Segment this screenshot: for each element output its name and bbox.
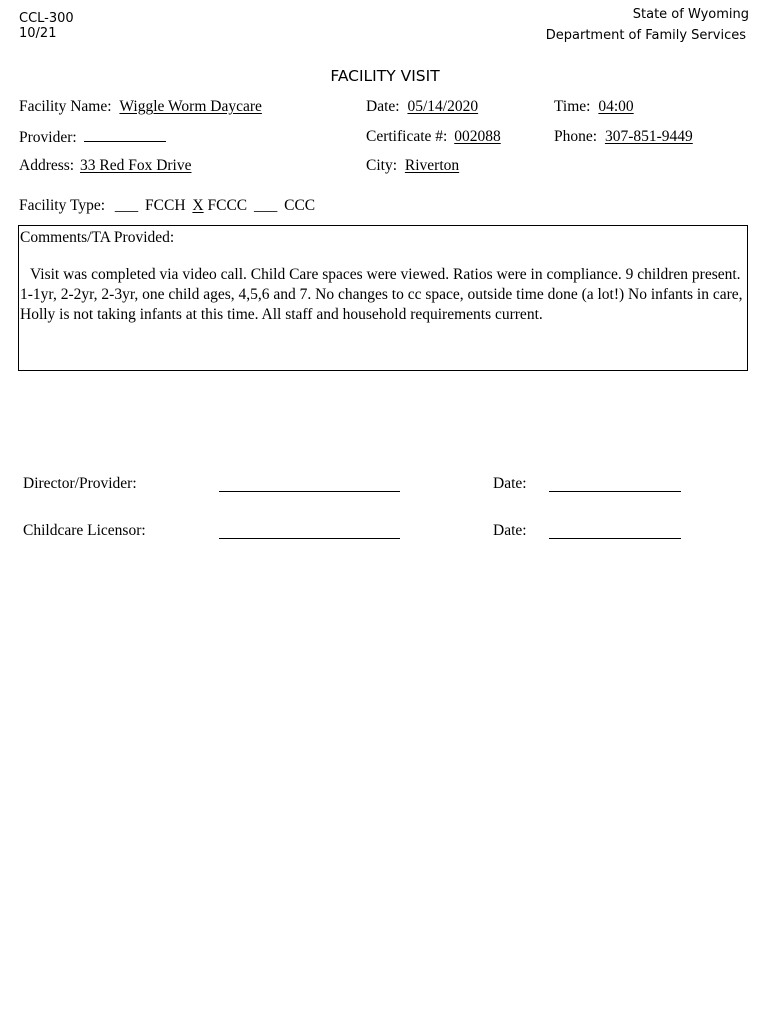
city-field (366, 156, 459, 176)
time-label: Time: (554, 98, 591, 115)
facility-type-row (19, 196, 315, 216)
director-provider-label: Director/Provider: (23, 475, 137, 492)
address-value: 33 Red Fox Drive (79, 157, 192, 174)
director-signature-line (219, 491, 400, 492)
provider-value (84, 127, 166, 142)
time-field (554, 97, 634, 117)
time-value: 04:00 (598, 98, 634, 115)
city-label: City: (366, 157, 398, 174)
city-value: Riverton (404, 157, 460, 174)
state-name: State of Wyoming (632, 7, 749, 22)
facility-type-label: Facility Type: (19, 197, 106, 214)
facility-name-field (19, 97, 262, 117)
licensor-date-label: Date: (493, 522, 527, 539)
fcch-checkbox-mark: ___ (114, 197, 139, 214)
comments-box (18, 225, 748, 371)
childcare-licensor-label: Childcare Licensor: (23, 522, 146, 539)
ccc-option-label: CCC (284, 197, 316, 214)
comments-label: Comments/TA Provided: (20, 229, 175, 246)
director-date-label: Date: (493, 475, 527, 492)
comments-text: Visit was completed via video call. Child Care spaces were viewed. Ratios were in compliance. 9 children present. 1-1yr, 2-2yr, 2-3yr, one child ages, 4,5,6 and 7. No changes to cc space, outside time done (a lot!) No infants in care, Holly is not taking infants at this time. All staff and household requirements current. (20, 266, 743, 323)
facility-name-label: Facility Name: (19, 98, 112, 115)
fccc-option-label: FCCC (207, 197, 248, 214)
facility-name-value: Wiggle Worm Daycare (119, 98, 262, 115)
certificate-value: 002088 (454, 128, 501, 145)
fcch-option-label: FCCH (145, 197, 186, 214)
certificate-label: Certificate #: (366, 128, 448, 145)
licensor-date-line (549, 538, 681, 539)
form-revision-date: 10/21 (19, 26, 57, 41)
address-field (19, 156, 192, 176)
form-code: CCL-300 (19, 11, 74, 26)
fccc-checkbox-mark: X (192, 197, 204, 214)
page-title: FACILITY VISIT (330, 67, 440, 85)
phone-field (554, 127, 693, 147)
address-label: Address: (19, 157, 75, 174)
date-field (366, 97, 478, 117)
provider-field (19, 127, 166, 148)
director-date-line (549, 491, 681, 492)
ccc-checkbox-mark: ___ (254, 197, 278, 214)
certificate-field (366, 127, 501, 147)
phone-value: 307-851-9449 (604, 128, 693, 145)
date-value: 05/14/2020 (407, 98, 479, 115)
date-label: Date: (366, 98, 400, 115)
provider-label: Provider: (19, 129, 77, 146)
licensor-signature-line (219, 538, 400, 539)
department-name: Department of Family Services (545, 28, 746, 43)
phone-label: Phone: (554, 128, 598, 145)
